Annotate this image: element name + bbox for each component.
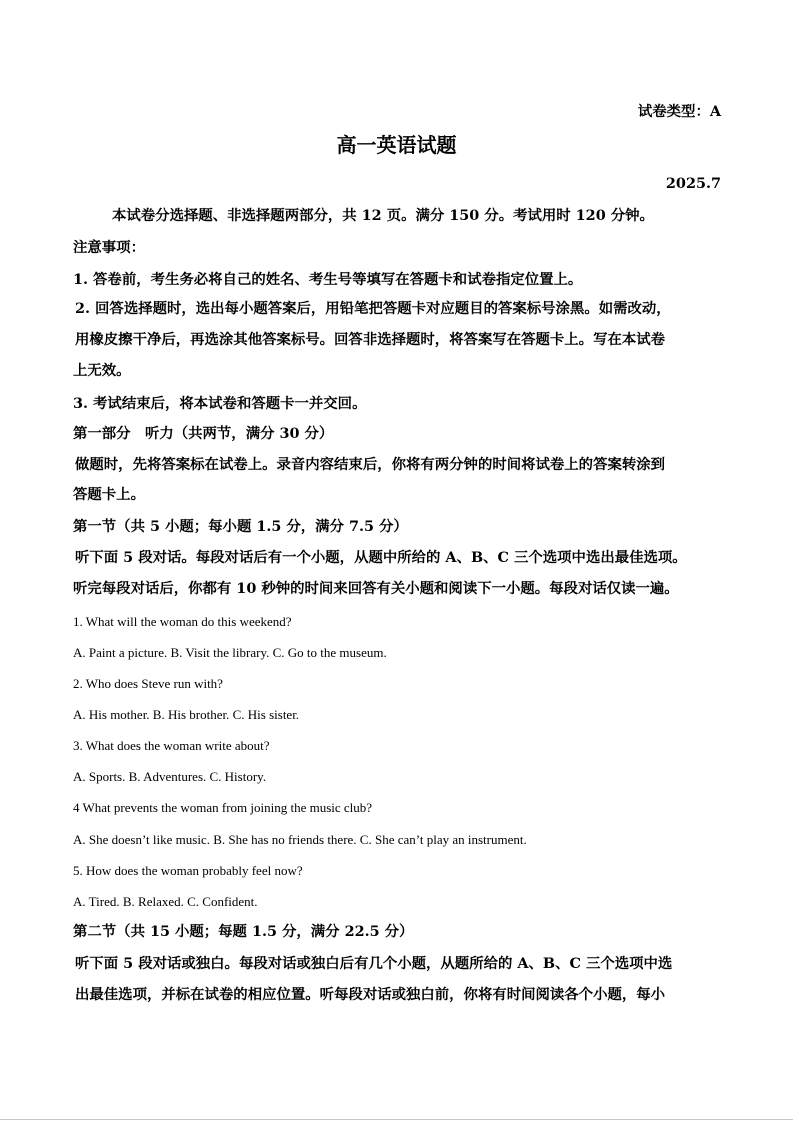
paper-type-label: 试卷类型：A xyxy=(637,103,721,120)
note-item-2-line-3: 上无效。 xyxy=(73,362,131,379)
notes-heading: 注意事项： xyxy=(73,239,145,256)
question-3: 3. What does the woman write about? xyxy=(73,738,270,753)
part1-instruction-line-2: 答题卡上。 xyxy=(73,486,145,503)
part1-heading: 第一部分 听力（共两节，满分 30 分） xyxy=(73,425,334,442)
question-4-options: A. She doesn’t like music. B. She has no friends there. C. She can’t play an instrument. xyxy=(73,832,527,847)
page-bottom-divider xyxy=(0,1119,793,1120)
note-item-2-line-2: 用橡皮擦干净后，再选涂其他答案标号。回答非选择题时，将答案写在答题卡上。写在本试卷 xyxy=(75,331,666,348)
note-item-3: 3. 考试结束后，将本试卷和答题卡一并交回。 xyxy=(73,395,367,412)
page-title: 高一英语试题 xyxy=(336,133,457,157)
section2-heading: 第二节（共 15 小题；每题 1.5 分，满分 22.5 分） xyxy=(73,923,414,940)
question-2: 2. Who does Steve run with? xyxy=(73,676,223,691)
exam-date: 2025.7 xyxy=(665,175,721,192)
note-item-2-line-1: 2. 回答选择题时，选出每小题答案后，用铅笔把答题卡对应题目的答案标号涂黑。如需改动， xyxy=(75,300,671,317)
note-item-1: 1. 答卷前，考生务必将自己的姓名、考生号等填写在答题卡和试卷指定位置上。 xyxy=(73,271,583,288)
section2-instruction-line-2: 出最佳选项，并标在试卷的相应位置。听每段对话或独白前，你将有时间阅读各个小题，每小 xyxy=(75,986,666,1003)
question-5: 5. How does the woman probably feel now? xyxy=(73,863,303,878)
section1-heading: 第一节（共 5 小题；每小题 1.5 分，满分 7.5 分） xyxy=(73,518,408,535)
question-1-options: A. Paint a picture. B. Visit the library. C. Go to the museum. xyxy=(73,645,387,660)
question-4: 4 What prevents the woman from joining the music club? xyxy=(73,800,373,815)
intro-text: 本试卷分选择题、非选择题两部分，共 12 页。满分 150 分。考试用时 120 分钟。 xyxy=(112,207,654,224)
part1-instruction-line-1: 做题时，先将答案标在试卷上。录音内容结束后，你将有两分钟的时间将试卷上的答案转涂到 xyxy=(75,456,666,473)
question-3-options: A. Sports. B. Adventures. C. History. xyxy=(73,769,267,784)
question-1: 1. What will the woman do this weekend? xyxy=(73,614,292,629)
question-2-options: A. His mother. B. His brother. C. His sister. xyxy=(73,707,300,722)
section2-instruction-line-1: 听下面 5 段对话或独白。每段对话或独白后有几个小题，从题所给的 A、B、C 三个选项中选 xyxy=(75,955,673,972)
question-5-options: A. Tired. B. Relaxed. C. Confident. xyxy=(73,894,258,909)
section1-instruction-line-1: 听下面 5 段对话。每段对话后有一个小题，从题中所给的 A、B、C 三个选项中选出最佳选项。 xyxy=(75,549,687,566)
section1-instruction-line-2: 听完每段对话后，你都有 10 秒钟的时间来回答有关小题和阅读下一小题。每段对话仅读一遍。 xyxy=(73,580,679,597)
